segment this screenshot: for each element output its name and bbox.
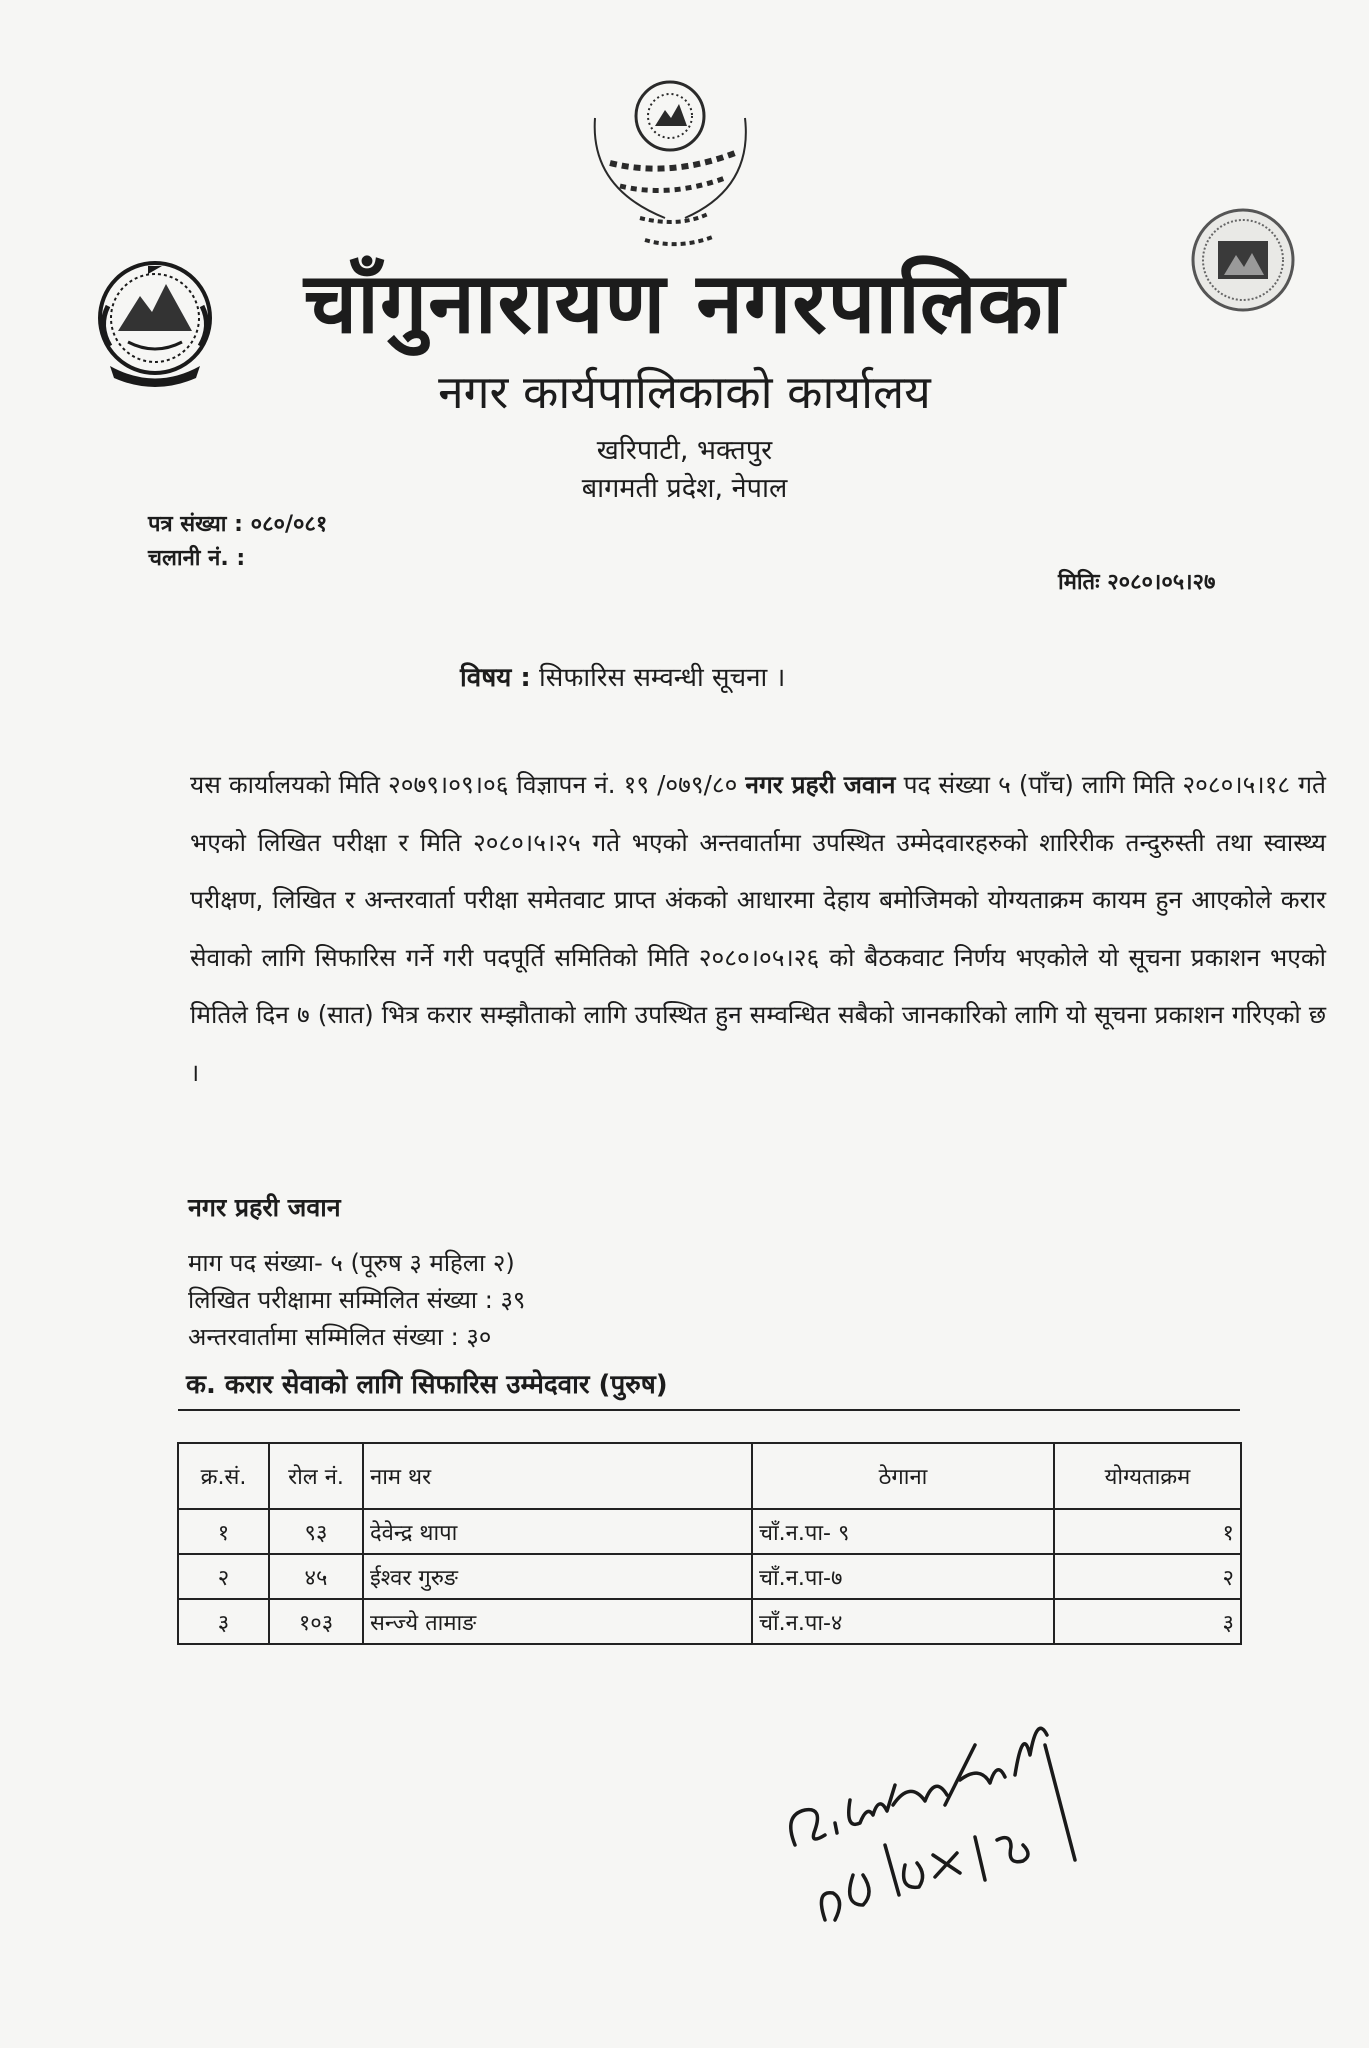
date-label: मितिः bbox=[1058, 570, 1100, 595]
cell-serial: १ bbox=[178, 1509, 269, 1554]
cell-merit: २ bbox=[1054, 1554, 1241, 1599]
subject-line bbox=[460, 658, 785, 694]
vacancy-stats bbox=[188, 1245, 525, 1356]
cell-address: चाँ.न.पा-७ bbox=[752, 1554, 1054, 1599]
cell-name: देवेन्द्र थापा bbox=[363, 1509, 752, 1554]
office-subtitle: नगर कार्यपालिकाको कार्यालय bbox=[438, 365, 931, 419]
reference-number bbox=[148, 508, 327, 538]
document-date bbox=[1058, 566, 1215, 596]
notice-body bbox=[190, 756, 1326, 1101]
header-serial: क्र.सं. bbox=[178, 1443, 269, 1509]
page-title: चाँगुनारायण नगरपालिका bbox=[303, 254, 1066, 352]
cell-merit: ३ bbox=[1054, 1599, 1241, 1644]
office-stamp-icon bbox=[575, 68, 770, 258]
body-part-2: पद संख्या ५ (पाँच) लागि मिति २०८०।५।१८ गते भएको लिखित परीक्षा र मिति २०८०।५।२५ गते भएको अन्तवार्तामा उपस्थित उम्मेदवारहरुको शारिरीक तन्दुरुस्ती तथा स्वास्थ्य परीक्षण, लिखित र अन्तरवार्ता परीक्षा समेतवाट प्राप्त अंकको आधारमा देहाय बमोजिमको योग्यताक्रम कायम हुन आएकोले करार सेवाको लागि सिफारिस गर्ने गरी पदपूर्ति समितिको मिति २०८०।०५।२६ को बैठकवाट निर्णय भएकोले यो सूचना प्रकाशन भएको मितिले दिन ७ (सात) भित्र करार सम्झौताको लागि उपस्थित हुन सम्वन्धित सबैको जानकारिको लागि यो सूचना प्रकाशन गरिएको छ । bbox=[190, 770, 1326, 1087]
cell-merit: १ bbox=[1054, 1509, 1241, 1554]
address-line-1: खरिपाटी, भक्तपुर bbox=[596, 435, 773, 466]
header-roll: रोल नं. bbox=[269, 1443, 363, 1509]
cell-name: ईश्वर गुरुङ bbox=[363, 1554, 752, 1599]
body-part-1: यस कार्यालयको मिति २०७९।०९।०६ विज्ञापन नं. १९ /०७९/८० bbox=[190, 770, 746, 799]
reference-label: पत्र संख्या bbox=[148, 512, 227, 537]
table-row bbox=[178, 1554, 1241, 1599]
body-post-name: नगर प्रहरी जवान bbox=[745, 770, 896, 799]
handwritten-signature bbox=[775, 1705, 1095, 1935]
table-row bbox=[178, 1599, 1241, 1644]
cell-address: चाँ.न.पा-४ bbox=[752, 1599, 1054, 1644]
header-name: नाम थर bbox=[363, 1443, 752, 1509]
table-header-row bbox=[178, 1443, 1241, 1509]
stats-written: लिखित परीक्षामा सम्मिलित संख्या : ३९ bbox=[188, 1286, 526, 1314]
cell-address: चाँ.न.पा- ९ bbox=[752, 1509, 1054, 1554]
reference-value: : ०८०/०८१ bbox=[234, 512, 328, 537]
subject-text: सिफारिस सम्वन्धी सूचना । bbox=[539, 663, 786, 693]
cell-roll: ४५ bbox=[269, 1554, 363, 1599]
date-value: २०८०।०५।२७ bbox=[1107, 570, 1216, 595]
dispatch-number: चलानी नं. : bbox=[148, 546, 246, 571]
header-address: ठेगाना bbox=[752, 1443, 1054, 1509]
header-merit: योग्यताक्रम bbox=[1054, 1443, 1241, 1509]
cell-roll: ९३ bbox=[269, 1509, 363, 1554]
table-row bbox=[178, 1509, 1241, 1554]
divider bbox=[178, 1409, 1240, 1411]
candidate-table bbox=[177, 1442, 1242, 1645]
cell-serial: २ bbox=[178, 1554, 269, 1599]
stats-demand: माग पद संख्या- ५ (पूरुष ३ महिला २) bbox=[188, 1249, 515, 1277]
cell-name: सन्ज्ये तामाङ bbox=[363, 1599, 752, 1644]
subject-label: विषय : bbox=[460, 663, 531, 693]
stats-interview: अन्तरवार्तामा सम्मिलित संख्या : ३० bbox=[188, 1323, 492, 1351]
cell-roll: १०३ bbox=[269, 1599, 363, 1644]
cell-serial: ३ bbox=[178, 1599, 269, 1644]
address-line-2: बागमती प्रदेश, नेपाल bbox=[581, 473, 788, 504]
post-heading: नगर प्रहरी जवान bbox=[188, 1193, 341, 1222]
recommendation-heading: क. करार सेवाको लागि सिफारिस उम्मेदवार (पुरुष) bbox=[186, 1370, 668, 1400]
